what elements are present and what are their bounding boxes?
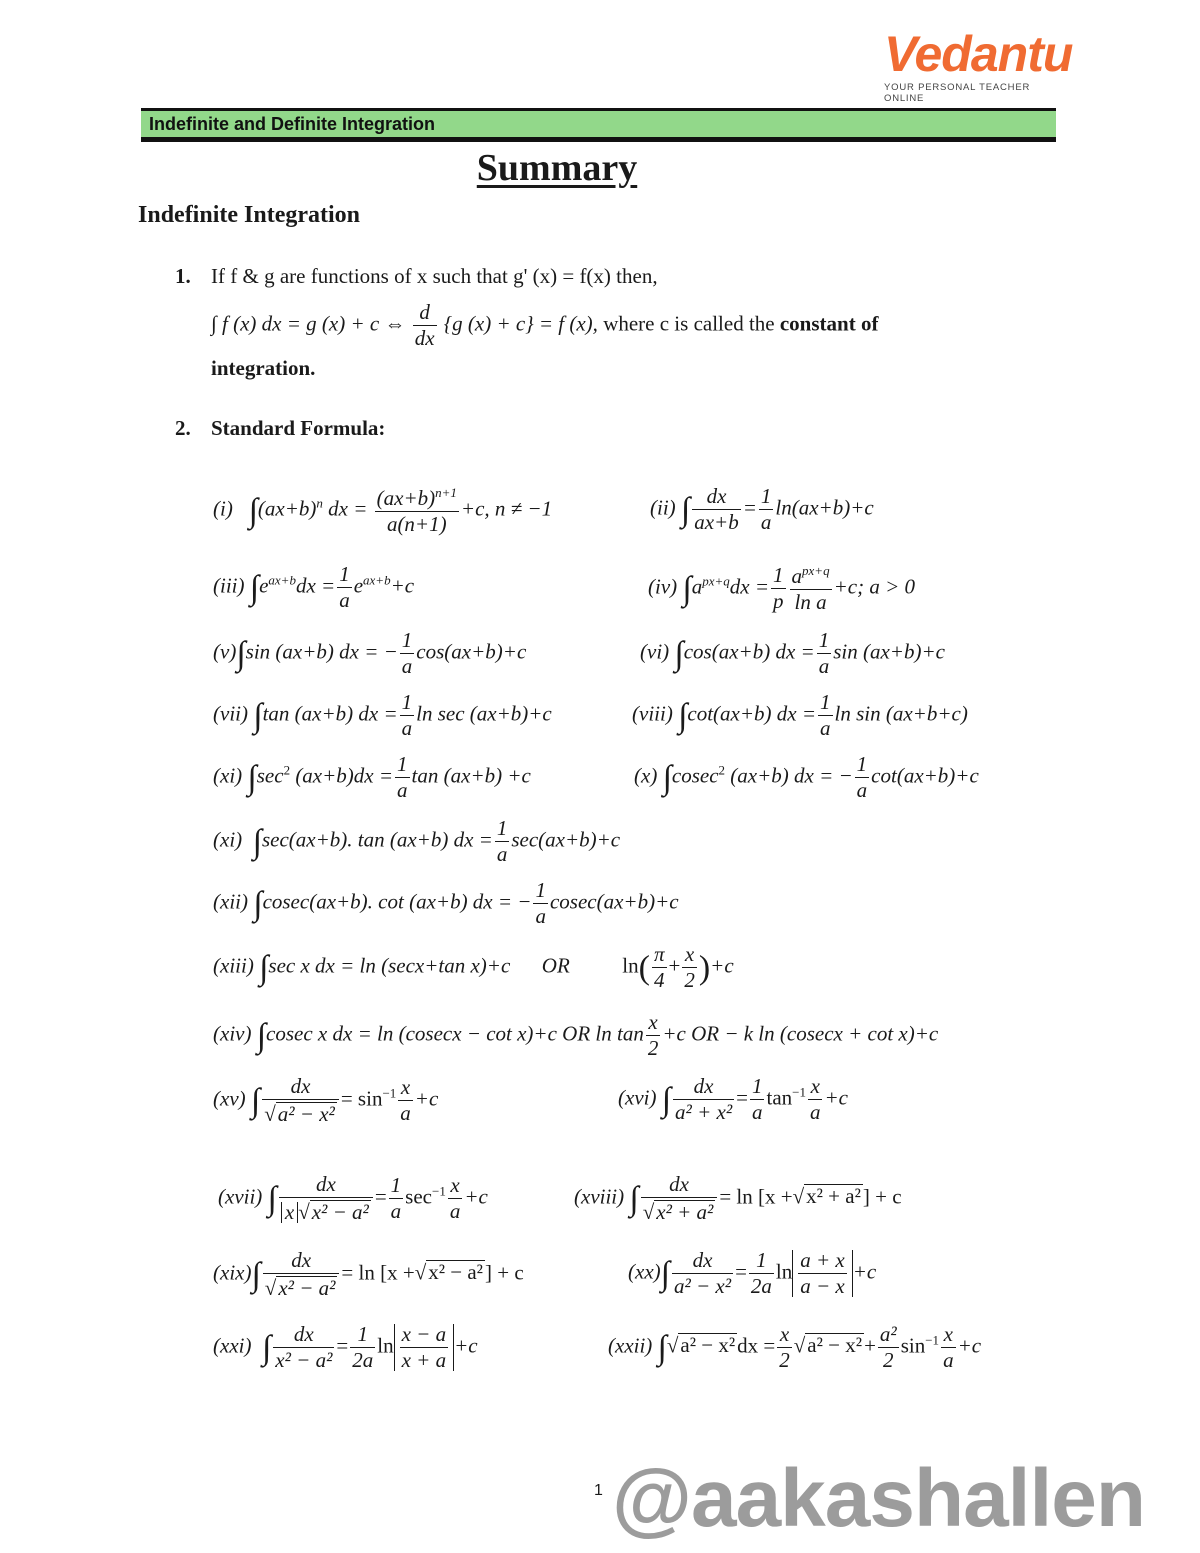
formula-xvi: (xvi) ∫ $\frac{dx}{\text{a² + x²}}$ = $\frac{1}{a}$ $\tan^{-1}$ $\frac{x}{a}$ +c: [618, 1074, 848, 1124]
formula-xii: (xii) ∫cosec(ax+b). cot (ax+b) dx = − $\frac{1}{a}$ cosec(ax+b)+c: [213, 878, 679, 928]
logo-wordmark: Vedantu: [884, 26, 1073, 82]
formula-x: (x) ∫cosec$^2$ (ax+b) dx = − $\frac{1}{a}$ cot(ax+b)+c: [634, 752, 979, 802]
formula-lhs: ∫ f (x) dx = g (x) + c ⇔: [211, 311, 406, 336]
formula-vii: (vii) ∫tan (ax+b) dx = $\frac{1}{a}$ ln sec (ax+b)+c: [213, 690, 552, 740]
formula-xv: (xv) ∫ $\frac{dx}{\text{√a² − x²}}$ = $\sin^{-1}$ $\frac{x}{a}$ +c: [213, 1074, 439, 1126]
chapter-header-band: [141, 108, 1056, 142]
formula-iv: (iv) $\int a^{px+q}dx$ = $\frac{1}{p}$ $\frac{a^{px+q}}{\text{ln a}}$ +c; a > 0: [648, 563, 915, 614]
formula-sec-squared: (xi) $\int\sec^2$ (ax+b)dx = $\frac{1}{a}$ tan (ax+b) +c: [213, 752, 531, 802]
point-1-formula: [211, 302, 878, 349]
formula-xix: (xix)∫ $\frac{dx}{\text{√x² − a²}}$ = ln [x +√x² − a²] + c: [213, 1248, 524, 1300]
formula-viii: (viii) ∫cot(ax+b) dx = $\frac{1}{a}$ ln sin (ax+b+c): [632, 690, 968, 740]
formula-iii: (iii) $\int e^{ax+b}dx$ = $\frac{1}{a}$ $e^{ax+b}+c$: [213, 562, 415, 612]
formula-xxii: (xxii) ∫√a² − x²dx = $\frac{x}{2}$ √a² − x²+ $\frac{\text{a²}}{2}$ $\sin^{-1}$ $\frac{x}{a}$ +c: [608, 1322, 982, 1372]
formula-rhs: {g (x) + c} = f (x),: [443, 311, 598, 336]
page-number: 1: [594, 1482, 603, 1499]
formula-v: (v)∫sin (ax+b) dx = − $\frac{1}{a}$ cos(ax+b)+c: [213, 628, 527, 678]
formula-xiii: (xiii) ∫sec x dx = ln (secx+tan x)+c OR ln( $\frac{\pi}{4}$ + $\frac{x}{2}$ )+c: [213, 942, 734, 992]
formula-xi: (xi) ∫sec(ax+b). tan (ax+b) dx = $\frac{1}{a}$ sec(ax+b)+c: [213, 816, 621, 866]
formula-xiv: (xiv) ∫cosec x dx = ln (cosecx − cot x)+c OR ln tan $\frac{x}{2}$ +c OR − k ln (cosecx + cot x)+c: [213, 1010, 939, 1060]
point-1-number: 1.: [175, 264, 191, 288]
point-1-text: If f & g are functions of x such that g' (x) = f(x) then,: [211, 264, 658, 288]
page-title: Summary: [476, 147, 638, 189]
point-1-continuation: integration.: [211, 356, 316, 380]
section-heading: Indefinite Integration: [138, 202, 360, 228]
watermark: @aakashallen: [612, 1453, 1145, 1544]
where-text: where c is called the: [597, 311, 780, 336]
formula-xviii: (xviii) ∫ $\frac{dx}{\text{√x² + a²}}$ = ln [x +√x² + a²] + c: [574, 1172, 902, 1224]
integral-sign: ∫: [248, 492, 258, 530]
point-2-number: 2.: [175, 416, 191, 440]
logo-tagline: YOUR PERSONAL TEACHER ONLINE: [884, 82, 1031, 104]
vedantu-logo: [884, 26, 1073, 104]
formula-vi: (vi) ∫cos(ax+b) dx = $\frac{1}{a}$ sin (ax+b)+c: [640, 628, 945, 678]
chapter-title: Indefinite and Definite Integration: [149, 114, 436, 134]
formula-ii: (ii) ∫ $\frac{dx}{ax+b}$ = $\frac{1}{a}$ ln(ax+b)+c: [650, 484, 874, 534]
formula-xxi: (xxi) ∫ $\frac{dx}{\text{x² − a²}}$ = $\frac{1}{2a}$ ln $\frac{x - a}{x + a}$ +c: [213, 1322, 478, 1372]
point-2-text: Standard Formula:: [211, 416, 386, 440]
derivative-fraction: $\frac{d}{dx}$: [414, 300, 435, 350]
formula-xx: (xx)∫ $\frac{dx}{\text{a² − x²}}$ = $\frac{1}{2a}$ ln $\frac{a + x}{a - x}$ +c: [628, 1248, 877, 1298]
formula-xvii: (xvii) ∫ $\frac{dx}{\text{x √x² − a²}}$ = $\frac{1}{a}$ $\sec^{-1}$ $\frac{x}{a}$ +c: [218, 1172, 488, 1224]
formula-i: (i) $\int(ax+b)^n$ dx = $\frac{(ax+b)^{n+1}}{a(n+1)}$ +c, n ≠ −1: [213, 485, 553, 536]
bold-constant-of: constant of: [779, 311, 879, 336]
